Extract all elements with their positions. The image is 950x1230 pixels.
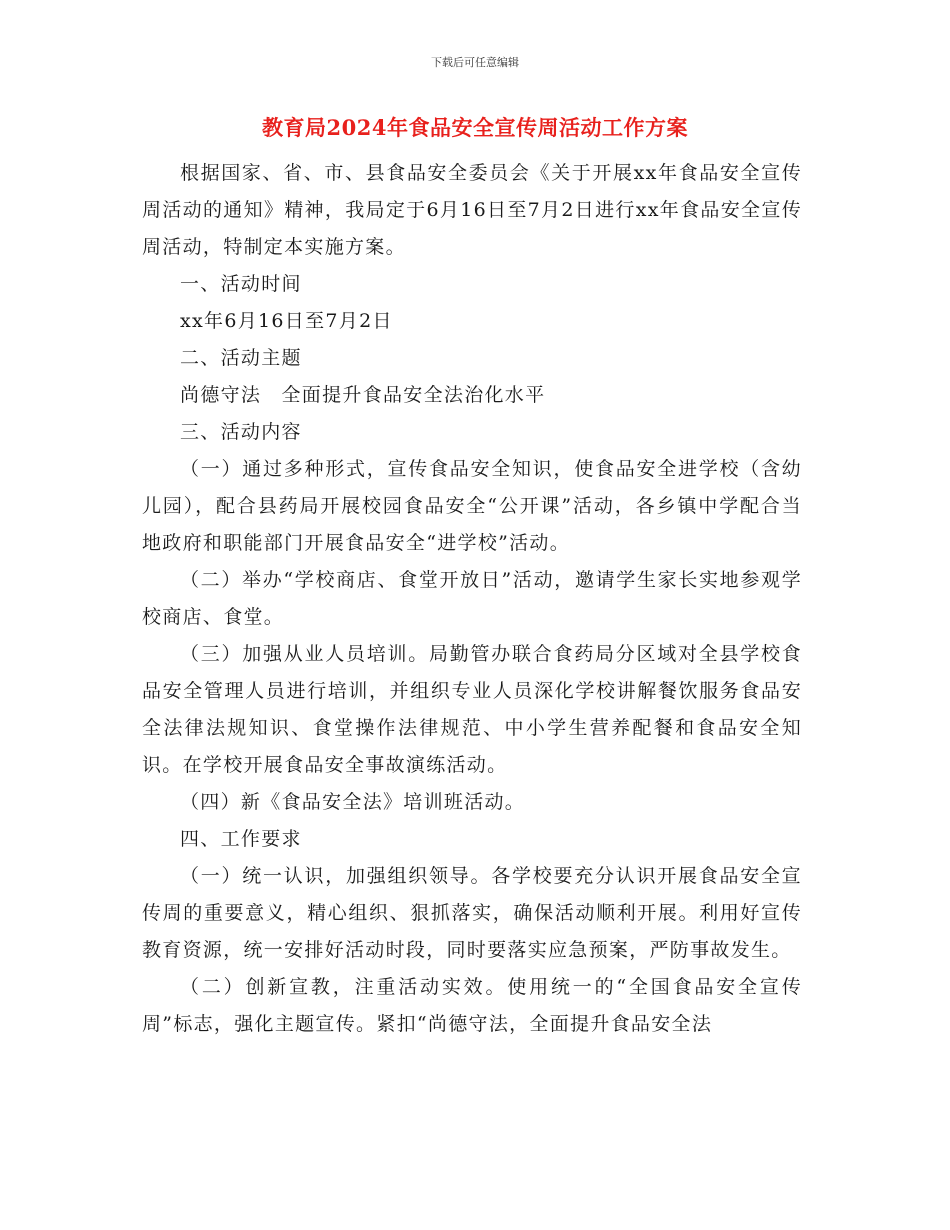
content-item-4: （四）新《食品安全法》培训班活动。	[180, 791, 526, 813]
activity-dates: xx年6月16日至7月2日	[180, 310, 393, 332]
content-item-2: （二）举办“学校商店、食堂开放日”活动，邀请学生家长实地参观学校商店、食堂。	[142, 569, 802, 628]
section-heading-time: 一、活动时间	[180, 273, 302, 295]
header-note: 下载后可任意编辑	[431, 56, 519, 69]
section-heading-theme: 二、活动主题	[180, 347, 302, 369]
section-heading-requirements: 四、工作要求	[180, 828, 302, 850]
requirement-item-1: （一）统一认识，加强组织领导。各学校要充分认识开展食品安全宣传周的重要意义，精心组织、狠抓落实，确保活动顺利开展。利用好宣传教育资源，统一安排好活动时段，同时要落实应急预案，严防事故发生。	[142, 865, 802, 961]
section-heading-content: 三、活动内容	[180, 421, 302, 443]
content-item-1: （一）通过多种形式，宣传食品安全知识，使食品安全进学校（含幼儿园），配合县药局开展校园食品安全“公开课”活动，各乡镇中学配合当地政府和职能部门开展食品安全“进学校”活动。	[142, 458, 802, 554]
intro-paragraph: 根据国家、省、市、县食品安全委员会《关于开展xx年食品安全宣传周活动的通知》精神，我局定于6月16日至7月2日进行xx年食品安全宣传周活动，特制定本实施方案。	[142, 162, 802, 258]
document-title: 教育局2024年食品安全宣传周活动工作方案	[262, 115, 688, 140]
content-item-3: （三）加强从业人员培训。局勤管办联合食药局分区域对全县学校食品安全管理人员进行培训，并组织专业人员深化学校讲解餐饮服务食品安全法律法规知识、食堂操作法律规范、中小学生营养配餐和食品安全知识。在学校开展食品安全事故演练活动。	[142, 643, 802, 776]
activity-theme: 尚德守法 全面提升食品安全法治化水平	[180, 384, 546, 406]
document-body	[142, 155, 802, 1043]
requirement-item-2: （二）创新宣教，注重活动实效。使用统一的“全国食品安全宣传周”标志，强化主题宣传。紧扣“尚德守法，全面提升食品安全法	[142, 976, 802, 1035]
